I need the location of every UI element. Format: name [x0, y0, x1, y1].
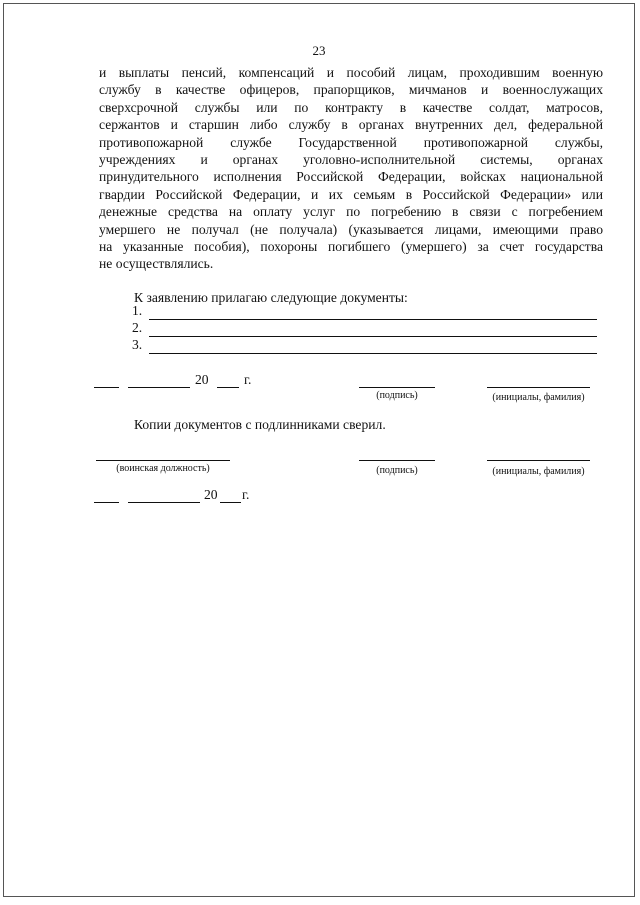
attachment-line-2[interactable]	[149, 336, 597, 337]
year-prefix: 20	[195, 372, 209, 387]
paragraph-line: и выплаты пенсий, компенсаций и пособий лицам, проходившим военную	[99, 65, 603, 80]
month-blank[interactable]	[128, 502, 200, 503]
paragraph-line: денежные средства на оплату услуг по погребению в связи с погребением	[99, 204, 603, 220]
attachment-number: 2.	[132, 320, 143, 335]
year-blank[interactable]	[217, 387, 239, 388]
position-caption: (воинская должность)	[116, 463, 210, 474]
attachment-number: 1.	[132, 303, 143, 318]
attachment-line-1[interactable]	[149, 319, 597, 320]
signature-caption: (подпись)	[376, 465, 418, 476]
main-paragraph	[99, 64, 603, 273]
name-line[interactable]	[487, 387, 590, 388]
paragraph-line: службу в качестве офицеров, прапорщиков, мичманов и военнослужащих	[99, 82, 603, 98]
name-caption: (инициалы, фамилия)	[492, 392, 585, 403]
year-blank[interactable]	[220, 502, 241, 503]
month-blank[interactable]	[128, 387, 190, 388]
signature-line[interactable]	[359, 387, 435, 388]
paragraph-line: сержантов и старшин либо службу в органах внутренних дел, федеральной	[99, 117, 603, 133]
name-line[interactable]	[487, 460, 590, 461]
attachment-line-3[interactable]	[149, 353, 597, 354]
document-page	[3, 3, 635, 897]
day-blank[interactable]	[94, 387, 119, 388]
verification-text: Копии документов с подлинниками сверил.	[134, 417, 386, 432]
year-suffix: г.	[242, 487, 250, 502]
paragraph-line: не осуществлялись.	[99, 256, 214, 272]
paragraph-line: сверхсрочной службы или по контракту в качестве солдат, матросов,	[99, 99, 603, 115]
signature-line[interactable]	[359, 460, 435, 461]
attachments-heading: К заявлению прилагаю следующие документы:	[134, 290, 408, 305]
page-number: 23	[312, 43, 326, 58]
paragraph-line: противопожарной службе Государственной противопожарной службы,	[99, 134, 603, 150]
paragraph-line: учреждениях и органах уголовно-исполнительной системы, органах	[99, 151, 603, 167]
attachment-number: 3.	[132, 337, 143, 352]
signature-caption: (подпись)	[376, 390, 418, 401]
name-caption: (инициалы, фамилия)	[492, 466, 585, 477]
paragraph-line: умершего не получал (не получала) (указывается лицами, имеющими право	[99, 221, 603, 237]
position-line[interactable]	[96, 460, 230, 461]
paragraph-line: принудительного исполнения Российской Федерации, войсках национальной	[99, 169, 603, 185]
paragraph-line: на указанные пособия), похороны погибшего (умершего) за счет государства	[99, 238, 603, 254]
paragraph-line: гвардии Российской Федерации, и их семьям в Российской Федерации» или	[99, 186, 603, 202]
year-suffix: г.	[244, 372, 252, 387]
year-prefix: 20	[204, 487, 218, 502]
day-blank[interactable]	[94, 502, 119, 503]
